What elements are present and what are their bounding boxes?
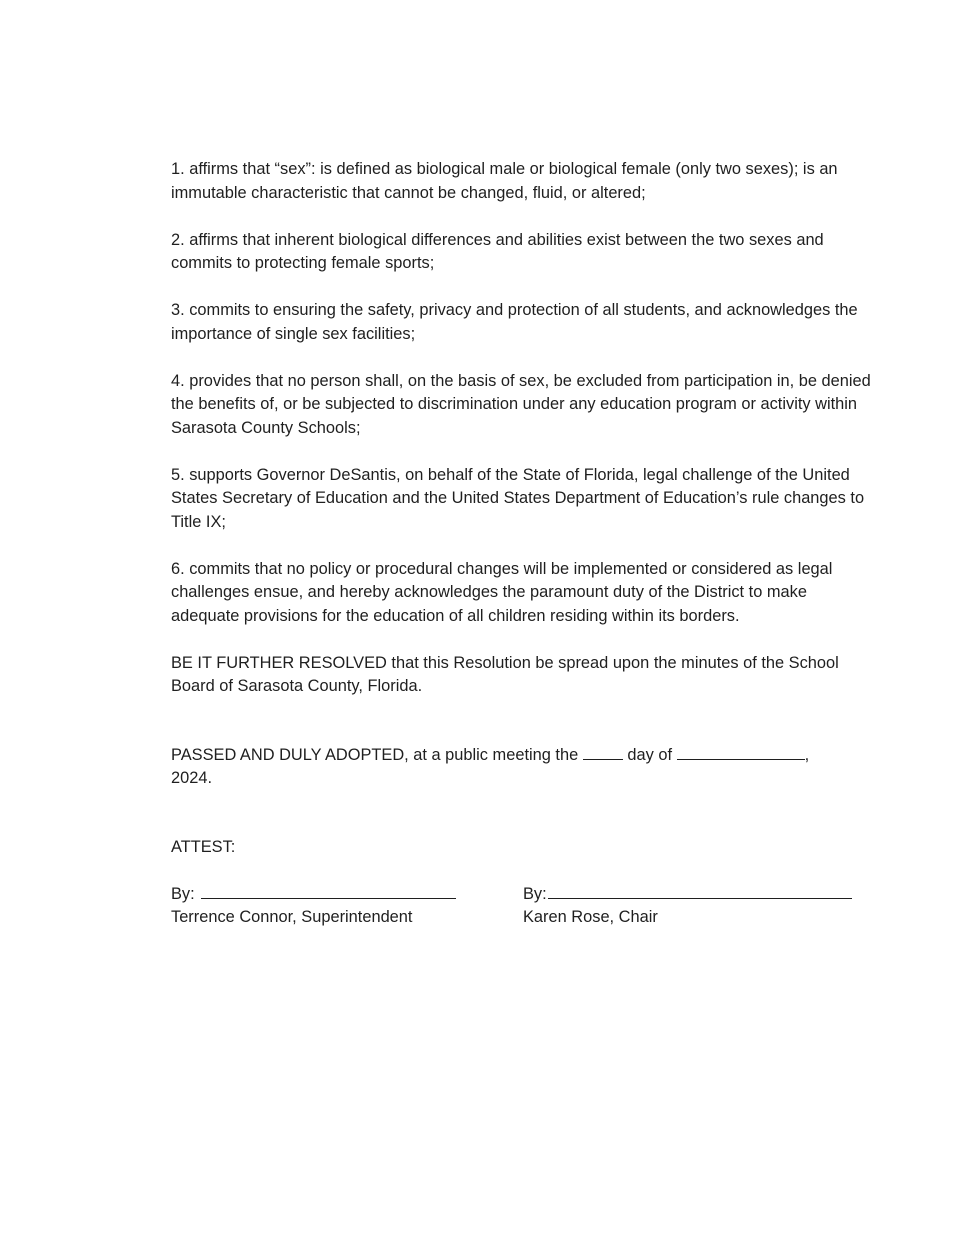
resolution-item-1: 1. affirms that “sex”: is defined as biological male or biological female (only two sexes); is an immutable characteristic that cannot be changed, fluid, or altered; xyxy=(171,160,838,202)
resolution-item-6: 6. commits that no policy or procedural changes will be implemented or considered as legal challenges ensue, and hereby acknowledges the paramount duty of the District to make adequate provisions for the education of all children residing within its borders. xyxy=(171,559,833,625)
signature-line-left xyxy=(201,884,456,899)
day-blank xyxy=(583,745,623,760)
by-label-left: By: xyxy=(171,884,195,903)
resolution-item-2: 2. affirms that inherent biological differences and abilities exist between the two sexes and commits to protecting female sports; xyxy=(171,230,824,272)
signature-block xyxy=(171,883,871,933)
superintendent-name: Terrence Connor, Superintendent xyxy=(171,908,413,926)
attest-label: ATTEST: xyxy=(171,837,236,856)
adoption-year: 2024. xyxy=(171,769,213,787)
chair-signature xyxy=(523,883,863,930)
superintendent-signature xyxy=(171,883,471,930)
chair-name: Karen Rose, Chair xyxy=(523,908,658,926)
month-blank xyxy=(677,745,805,760)
resolution-item-5: 5. supports Governor DeSantis, on behalf of the State of Florida, legal challenge of the United States Secretary of Education and the United States Department of Education’s rule changes to Title IX; xyxy=(171,465,865,531)
further-resolved-paragraph: BE IT FURTHER RESOLVED that this Resolution be spread upon the minutes of the School Board of Sarasota County, Florida. xyxy=(171,653,839,695)
adoption-middle: day of xyxy=(627,745,672,764)
by-label-right: By: xyxy=(523,884,547,903)
resolution-item-4: 4. provides that no person shall, on the basis of sex, be excluded from participation in, be denied the benefits of, or be subjected to discrimination under any education program or activity within Sarasota County Schools; xyxy=(171,371,871,437)
adoption-statement xyxy=(171,744,871,791)
resolution-body xyxy=(171,158,871,933)
signature-line-right xyxy=(548,884,852,899)
resolution-item-3: 3. commits to ensuring the safety, privacy and protection of all students, and acknowledges the importance of single sex facilities; xyxy=(171,301,858,343)
adoption-prefix: PASSED AND DULY ADOPTED, at a public meeting the xyxy=(171,745,579,764)
adoption-suffix: , xyxy=(804,745,810,764)
